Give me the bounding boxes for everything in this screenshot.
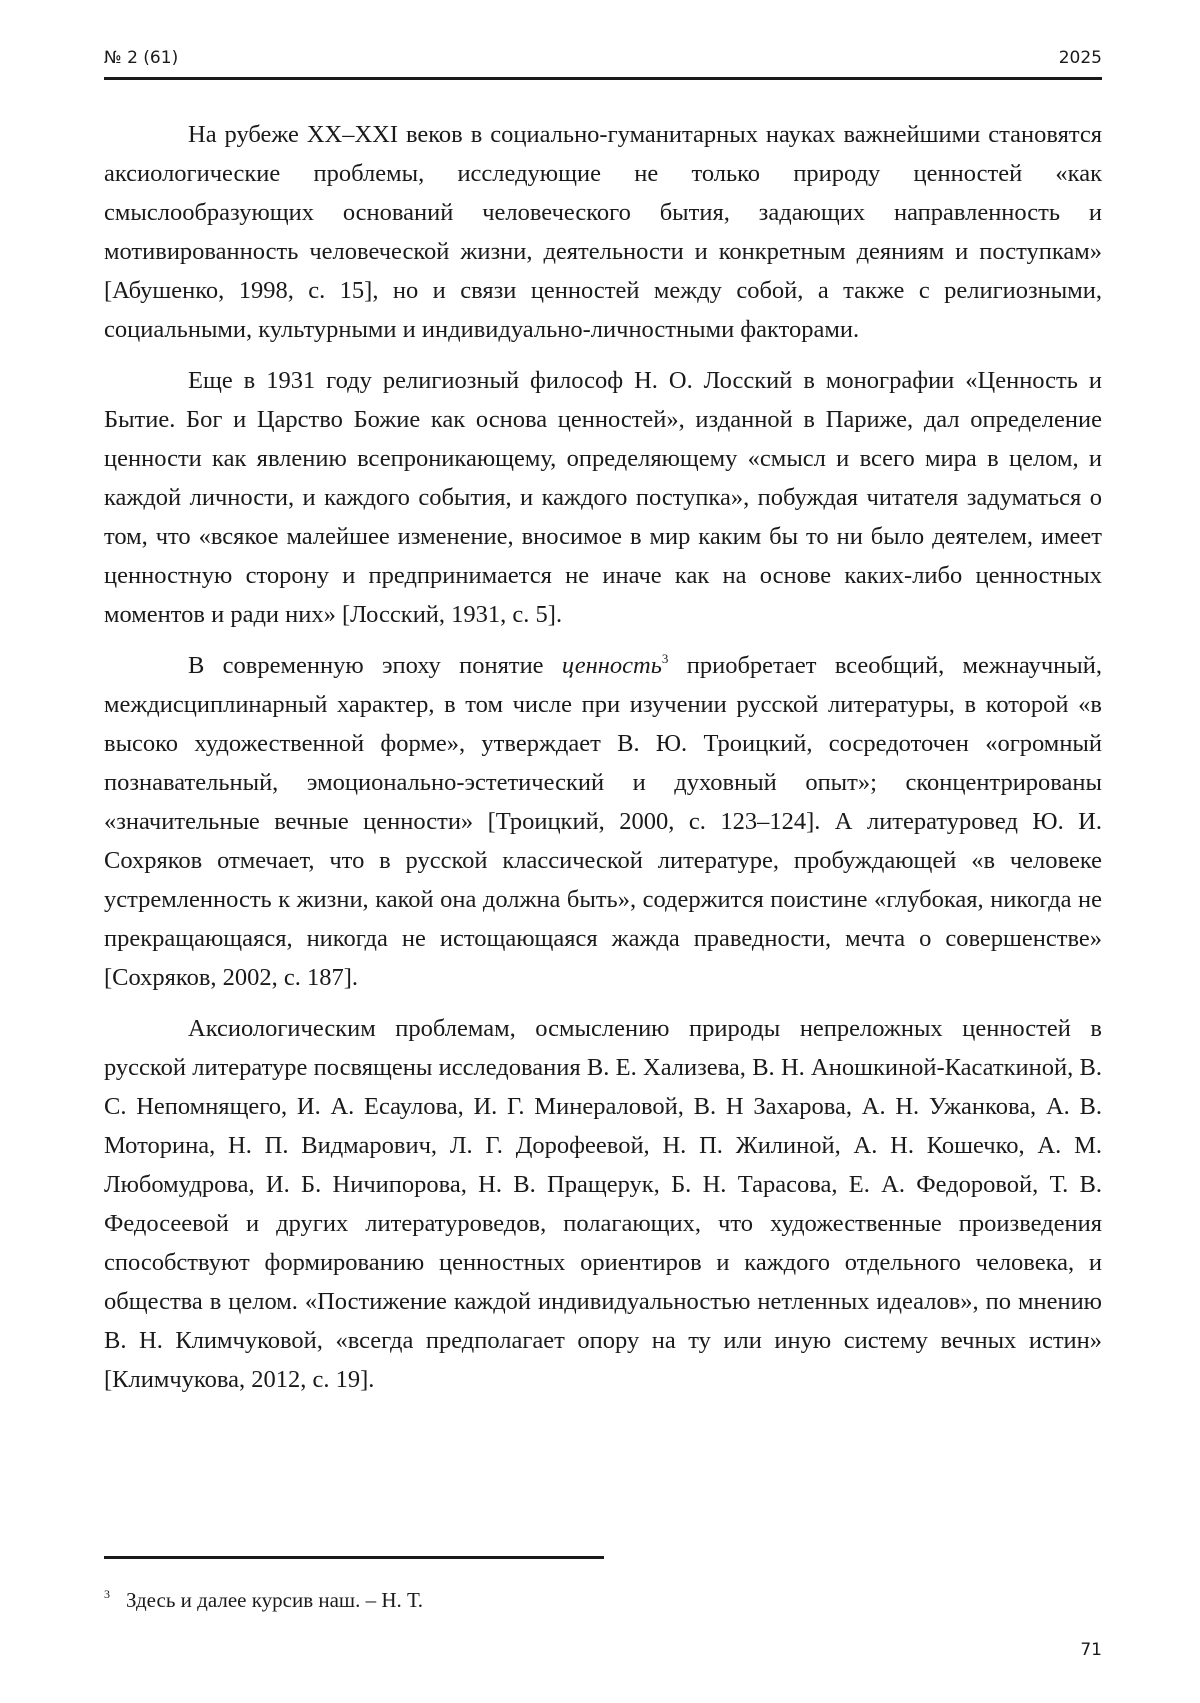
paragraph-1: На рубеже XX–XXI веков в социально-гуманитарных науках важнейшими становятся аксиологические проблемы, исследующие не только природу ценностей «как смыслообразующих оснований человеческого бытия, задающих направленность и мотивированность человеческой жизни, деятельности и конкретным деяниям и поступкам» [Абушенко, 1998, с. 15], но и связи ценностей между собой, а также с религиозными, социальными, культурными и индивидуально-личностными факторами.: [104, 121, 1102, 343]
footnote-text: Здесь и далее курсив наш. – Н. Т.: [126, 1588, 423, 1612]
header-rule: [104, 77, 1102, 80]
footnote-reference: 3: [661, 651, 669, 666]
footnote: [104, 1585, 1102, 1615]
paragraph-3-start: В современную эпоху понятие: [188, 652, 562, 679]
paragraph-4: Аксиологическим проблемам, осмыслению природы непреложных ценностей в русской литературе посвящены исследования В. Е. Хализева, В. Н. Аношкиной-Касаткиной, В. С. Непомнящего, И. А. Есаулова, И. Г. Минераловой, В. Н Захарова, А. Н. Ужанкова, А. В. Моторина, Н. П. Видмарович, Л. Г. Дорофеевой, Н. П. Жилиной, А. Н. Кошечко, А. М. Любомудрова, И. Б. Ничипорова, Н. В. Пращерук, Б. Н. Тарасова, Е. А. Федоровой, Т. В. Федосеевой и других литературоведов, полагающих, что художественные произведения способствуют формированию ценностных ориентиров и каждого отдельного человека, и общества в целом. «Постижение каждой индивидуальностью нетленных идеалов», по мнению В. Н. Климчуковой, «всегда предполагает опору на ту или иную систему вечных истин» [Климчукова, 2012, с. 19].: [104, 1015, 1102, 1393]
paragraph-3: [104, 646, 1102, 997]
article-body: [104, 115, 1102, 1399]
paragraph-3-rest: приобретает всеобщий, межнаучный, междисциплинарный характер, в том числе при изучении русской литературы, в которой «в высоко художественной форме», утверждает В. Ю. Троицкий, сосредоточен «огромный познавательный, эмоционально-эстетический и духовный опыт»; сконцентрированы «значительные вечные ценности» [Троицкий, 2000, с. 123–124]. А литературовед Ю. И. Сохряков отмечает, что в русской классической литературе, пробуждающей «в человеке устремленность к жизни, какой она должна быть», содержится поистине «глубокая, никогда не прекращающаяся, никогда не истощающаяся жажда праведности, мечта о совершенстве» [Сохряков, 2002, с. 187].: [104, 652, 1102, 991]
paragraph-2: Еще в 1931 году религиозный философ Н. О. Лосский в монографии «Ценность и Бытие. Бог и Царство Божие как основа ценностей», изданной в Париже, дал определение ценности как явлению всепроникающему, определяющему «смысл и всего мира в целом, и каждой личности, и каждого события, и каждого поступка», побуждая читателя задуматься о том, что «всякое малейшее изменение, вносимое в мир каким бы то ни было деятелем, имеет ценностную сторону и предпринимается не иначе как на основе каких-либо ценностных моментов и ради них» [Лосский, 1931, с. 5].: [104, 367, 1102, 628]
publication-year: 2025: [1058, 48, 1102, 68]
running-header: [104, 48, 1102, 78]
footnote-mark: 3: [104, 1587, 110, 1601]
italic-term: ценность: [561, 652, 662, 679]
page-number: 71: [1080, 1640, 1102, 1660]
footnote-rule: [104, 1556, 604, 1559]
issue-number: № 2 (61): [104, 48, 179, 68]
